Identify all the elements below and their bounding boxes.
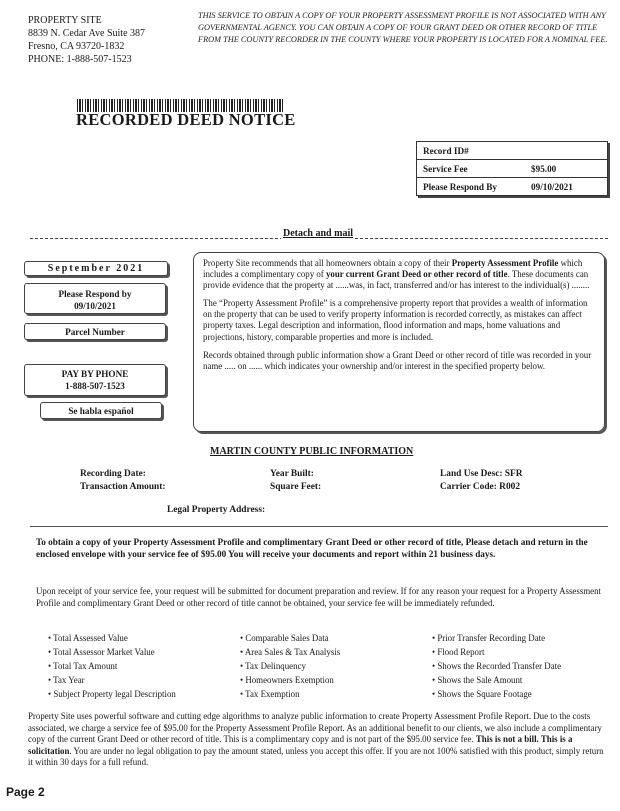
features-list-2 (240, 631, 340, 701)
list-item: • Total Assessed Value (48, 631, 176, 645)
info-paragraph-2: The “Property Assessment Profile” is a comprehensive property report that provides a wealth of information on the property that can be used to verify property information is recorded correctly, as mistakes can affect property taxes. Legal description and information, flood information and maps, home valuations and projections, history, comparable properties and more is included. (203, 298, 588, 342)
county-info-column-2 (270, 468, 321, 494)
parcel-number-box: Parcel Number (24, 323, 166, 340)
county-info-column-1 (80, 468, 166, 494)
respond-by-label: Please Respond By (423, 181, 498, 192)
info-p1-text-a: Property Site recommends that all homeowners obtain a copy of their (203, 258, 452, 268)
features-list-3 (432, 631, 561, 701)
service-description-paragraph (28, 711, 608, 769)
list-item: • Shows the Sale Amount (432, 673, 561, 687)
refund-paragraph: Upon receipt of your service fee, your request will be submitted for document preparation and review. If for any reason your request for a Property Assessment Profile and complimentary Grant Deed or other record of title cannot be obtained, your service fee will be immediately refunded. (36, 586, 602, 608)
respond-by-row (417, 178, 607, 195)
list-item: • Total Tax Amount (48, 659, 176, 673)
list-item: • Tax Year (48, 673, 176, 687)
service-fee-label: Service Fee (423, 163, 468, 174)
date-box: September 2021 (24, 261, 168, 276)
list-item: • Tax Delinquency (240, 659, 340, 673)
list-item: • Prior Transfer Recording Date (432, 631, 561, 645)
respond-by-value: 09/10/2021 (531, 181, 573, 192)
record-id-label: Record ID# (423, 145, 469, 156)
record-id-row (417, 142, 607, 160)
info-p1-bold-profile: Property Assessment Profile (451, 258, 559, 268)
pay-by-phone-number: 1-888-507-1523 (65, 381, 125, 391)
info-p1-text-c: which includes a complimentary copy of (203, 258, 583, 280)
sender-name: PROPERTY SITE (28, 15, 102, 26)
info-p1-text-e: . These documents can provide evidence that the property at ......was, in fact, transferred and/or has interest to the individual(s) ........ (203, 269, 590, 291)
pay-by-phone-label: PAY BY PHONE (61, 369, 129, 379)
list-item: • Flood Report (432, 645, 561, 659)
list-item: • Subject Property legal Description (48, 687, 176, 701)
disclaimer-text: THIS SERVICE TO OBTAIN A COPY OF YOUR PROPERTY ASSESSMENT PROFILE IS NOT ASSOCIATED WITH ANY GOVERNMENTAL AGENCY. YOU CAN OBTAIN A COPY OF YOUR GRANT DEED OR OTHER RECORD OF TITLE FROM THE COUNTY RECORDER IN THE COUNTY WHERE YOUR PROPERTY IS LOCATED FOR A NOMINAL FEE. (198, 11, 608, 44)
respond-by-box (24, 283, 166, 314)
respond-by-box-line2: 09/10/2021 (74, 301, 116, 311)
list-item: • Homeowners Exemption (240, 673, 340, 687)
year-built-label: Year Built: (270, 469, 314, 479)
info-paragraph-1 (203, 258, 595, 291)
not-a-bill-notice: This is not a bill. This is a solicitation (28, 734, 573, 756)
info-p1-bold-deed: your current Grant Deed or other record of title (325, 269, 508, 280)
sender-phone: PHONE: 1-888-507-1523 (28, 54, 132, 65)
detach-label: Detach and mail (283, 228, 353, 239)
record-table (416, 141, 608, 196)
sender-address-line1: 8839 N. Cedar Ave Suite 387 (28, 28, 146, 39)
para3-text-a: Property Site uses powerful software and cutting edge algorithms to analyze public information to create Property Assessment Profile Report. Due to the costs associated, we charge a service fee of $95.00 for the Property Assessment Profile Report. As an additional benefit to our clients, we also include a complimentary copy of the current Grant Deed or other record of title. This is a complimentary copy and is not part of the $95.00 service fee. (28, 711, 602, 745)
spanish-spoken-box: Se habla español (40, 402, 162, 419)
list-item: • Shows the Recorded Transfer Date (432, 659, 561, 673)
pay-by-phone-box (24, 364, 166, 396)
county-info-column-3 (440, 468, 523, 494)
list-item: • Area Sales & Tax Analysis (240, 645, 340, 659)
land-use-label: Land Use Desc: SFR (440, 469, 523, 479)
square-feet-label: Square Feet: (270, 482, 322, 492)
service-fee-row (417, 160, 607, 178)
list-item: • Shows the Square Footage (432, 687, 561, 701)
section-divider (30, 526, 608, 527)
sender-address-line2: Fresno, CA 93720-1832 (28, 41, 125, 52)
respond-by-box-line1: Please Respond by (58, 289, 132, 299)
recording-date-label: Recording Date: (80, 469, 146, 479)
carrier-code-label: Carrier Code: R002 (440, 482, 521, 492)
list-item: • Comparable Sales Data (240, 631, 340, 645)
list-item: • Total Assessor Market Value (48, 645, 176, 659)
legal-property-address-label: Legal Property Address: (167, 505, 266, 515)
document-title: RECORDED DEED NOTICE (76, 110, 296, 129)
info-paragraph-3: Records obtained through public information show a Grant Deed or other record of title was recorded in your name ..... on ...... which indicates your ownership and/or interest in the specified property below. (203, 349, 592, 371)
sender-address (28, 14, 145, 66)
service-fee-value: $95.00 (531, 163, 557, 174)
para3-text-c: . You are under no legal obligation to pay the amount stated, unless you accept this offer. If you are not 100% satisfied with this product, simply return it within 30 days for a full refund. (28, 745, 604, 768)
list-item: • Tax Exemption (240, 687, 340, 701)
county-info-title: MARTIN COUNTY PUBLIC INFORMATION (210, 446, 414, 457)
instructions-paragraph: To obtain a copy of your Property Assessment Profile and complimentary Grant Deed or other record of title, Please detach and return in the enclosed envelope with your service fee of $95.00 You will receive your documents and report within 21 business days. (36, 537, 588, 559)
features-list-1 (48, 631, 176, 701)
page-number: Page 2 (6, 785, 45, 799)
transaction-amount-label: Transaction Amount: (80, 482, 166, 492)
info-box (193, 252, 605, 432)
